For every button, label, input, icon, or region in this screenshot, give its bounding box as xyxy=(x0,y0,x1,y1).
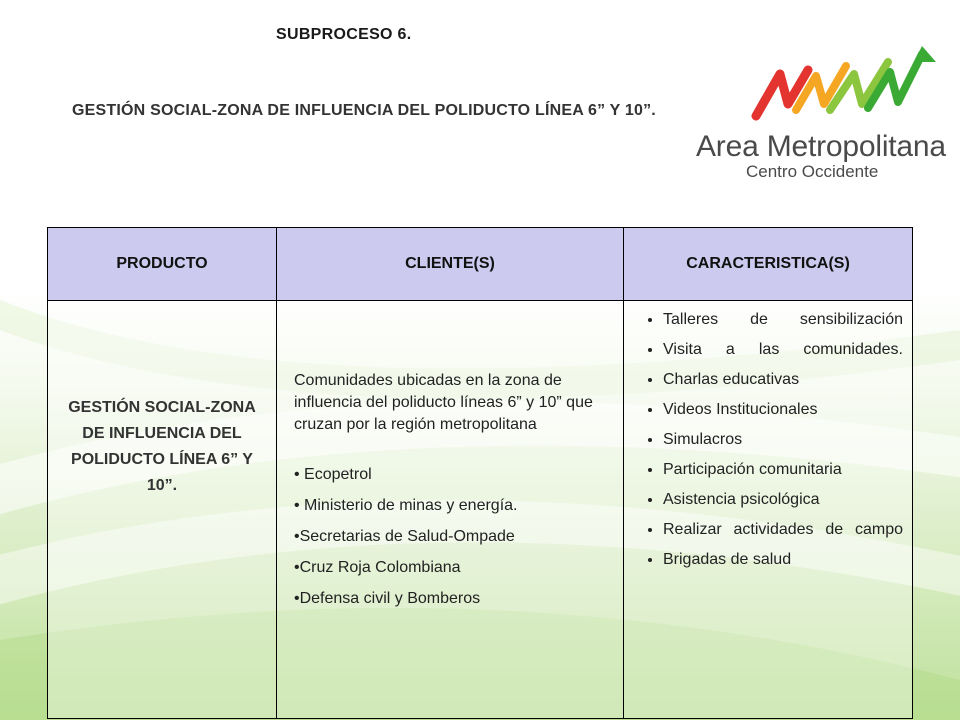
list-item: • Videos Institucionales xyxy=(663,399,903,421)
product-cell xyxy=(48,301,277,719)
logo-name: Area Metropolitana xyxy=(696,130,946,163)
client-item: • Ecopetrol xyxy=(294,466,372,483)
characteristics-cell xyxy=(624,301,913,719)
list-item: • Brigadas de salud xyxy=(663,549,903,571)
list-item: • Simulacros xyxy=(663,429,903,451)
column-header-clients: CLIENTE(S) xyxy=(277,228,624,301)
list-item: • Visita a las comunidades. xyxy=(663,339,903,361)
clients-cell xyxy=(277,301,624,719)
list-item: • Participación comunitaria xyxy=(663,459,903,481)
client-item: • Ministerio de minas y energía. xyxy=(294,497,518,514)
client-item: •Cruz Roja Colombiana xyxy=(294,559,461,576)
clients-intro: Comunidades ubicadas en la zona de influencia del poliducto líneas 6” y 10” que cruzan por la región metropolitana xyxy=(294,372,593,433)
list-item: • Charlas educativas xyxy=(663,369,903,391)
table-row xyxy=(48,301,913,719)
characteristics-list xyxy=(625,302,911,571)
product-table xyxy=(47,227,913,719)
client-item: •Secretarias de Salud-Ompade xyxy=(294,528,515,545)
column-header-characteristics: CARACTERISTICA(S) xyxy=(624,228,913,301)
table-header-row xyxy=(48,228,913,301)
client-item: •Defensa civil y Bomberos xyxy=(294,590,481,607)
logo-subtitle: Centro Occidente xyxy=(746,162,879,181)
list-item: • Talleres de sensibilización xyxy=(663,309,903,331)
subprocess-title: SUBPROCESO 6. xyxy=(276,26,412,43)
list-item: • Realizar actividades de campo xyxy=(663,519,903,541)
area-metropolitana-logo xyxy=(690,46,946,186)
column-header-product: PRODUCTO xyxy=(48,228,277,301)
page-title: GESTIÓN SOCIAL-ZONA DE INFLUENCIA DEL POLIDUCTO LÍNEA 6” Y 10”. xyxy=(72,102,656,119)
zigzag-arrow-logo-icon xyxy=(750,46,950,128)
product-name: GESTIÓN SOCIAL-ZONA DE INFLUENCIA DEL POLIDUCTO LÍNEA 6” Y 10”. xyxy=(68,399,256,494)
list-item: • Asistencia psicológica xyxy=(663,489,903,511)
